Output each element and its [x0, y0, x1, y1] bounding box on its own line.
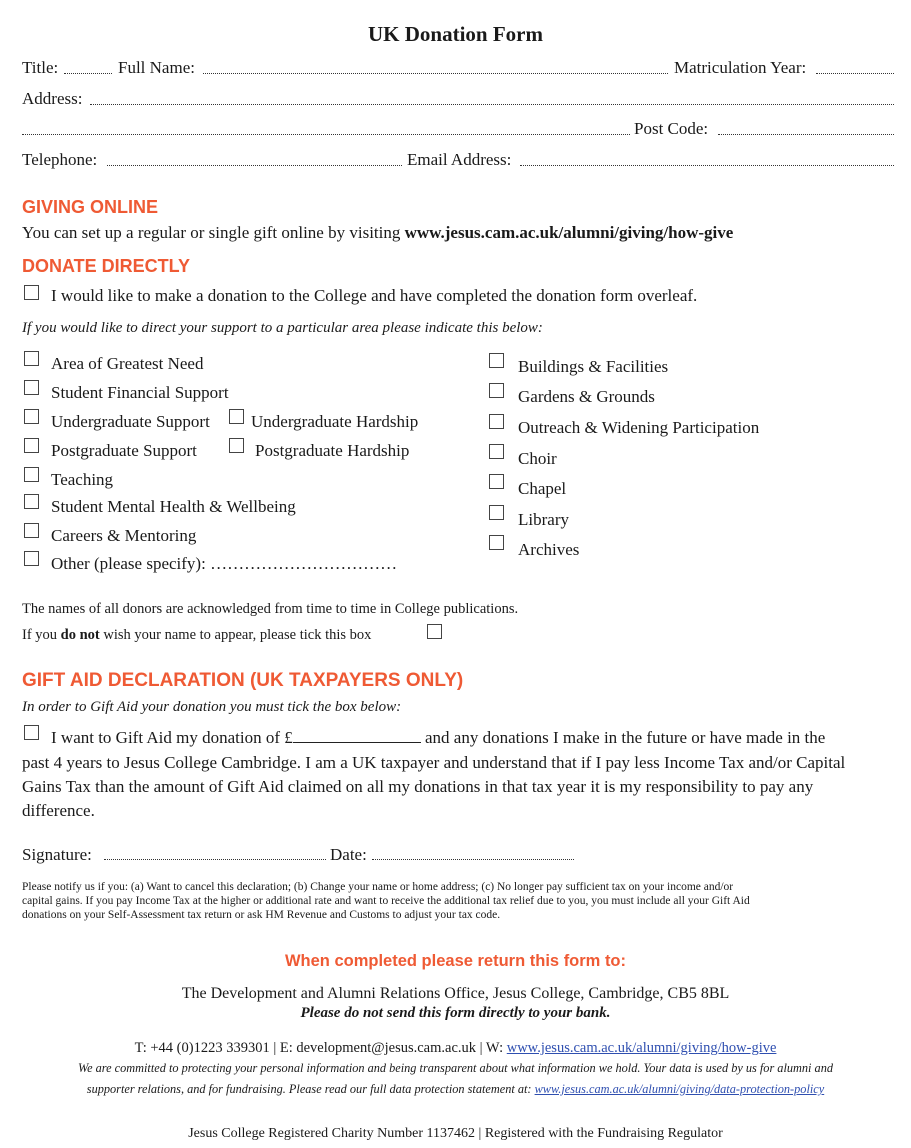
donation-option-label: I would like to make a donation to the College and have completed the donation form overleaf.: [51, 286, 698, 305]
area-checkbox-postgraduate-support[interactable]: [24, 438, 39, 453]
direct-support-note: If you would like to direct your support to a particular area please indicate this below:: [22, 320, 543, 336]
area-checkbox-teaching[interactable]: [24, 467, 39, 482]
contact-phone: T: +44 (0)1223 339301: [134, 1040, 270, 1056]
donate-directly-heading: DONATE DIRECTLY: [22, 256, 191, 276]
page-title: UK Donation Form: [368, 22, 543, 46]
area-label-undergraduate-support: Undergraduate Support: [51, 412, 210, 431]
address-field-1[interactable]: [90, 104, 894, 105]
area-label-postgraduate-support: Postgraduate Support: [51, 441, 197, 460]
area-checkbox-library[interactable]: [489, 505, 504, 520]
gift-aid-line-1: [51, 728, 825, 748]
contact-email[interactable]: E: development@jesus.cam.ac.uk: [279, 1040, 477, 1056]
area-label-teaching: Teaching: [51, 470, 114, 489]
area-label-chapel: Chapel: [518, 479, 567, 498]
telephone-label: Telephone:: [22, 150, 98, 169]
contact-separator-1: |: [269, 1040, 280, 1056]
area-checkbox-buildings[interactable]: [489, 353, 504, 368]
gift-aid-checkbox[interactable]: [24, 725, 39, 740]
contact-web-label: W:: [485, 1040, 507, 1056]
postcode-label: Post Code:: [634, 119, 709, 138]
gift-aid-line-4: difference.: [22, 801, 95, 820]
gift-aid-line-3: Gains Tax than the amount of Gift Aid claimed on all my donations in that tax year it is my responsibility to pay any: [22, 777, 814, 796]
area-label-buildings: Buildings & Facilities: [518, 357, 669, 376]
privacy-line-2-text: supporter relations, and for fundraising. Please read our full data protection statement at:: [86, 1082, 535, 1096]
area-checkbox-other[interactable]: [24, 551, 39, 566]
area-label-undergraduate-hardship: Undergraduate Hardship: [251, 412, 419, 431]
gift-aid-line-1-post: and any donations I make in the future or have made in the: [420, 728, 826, 747]
area-label-library: Library: [518, 510, 569, 529]
matriculation-label: Matriculation Year:: [674, 58, 807, 77]
email-label: Email Address:: [407, 150, 512, 169]
acknowledgement-text: The names of all donors are acknowledged from time to time in College publications.: [22, 601, 519, 617]
privacy-line-1: We are committed to protecting your personal information and being transparent about what information we hold. Your data is used by us for alumni and: [77, 1061, 833, 1075]
area-checkbox-gardens[interactable]: [489, 383, 504, 398]
notice-line-3: donations on your Self-Assessment tax return or ask HM Revenue and Customs to adjust your tax code.: [22, 909, 501, 921]
date-field[interactable]: [372, 859, 574, 860]
giving-online-url[interactable]: www.jesus.cam.ac.uk/alumni/giving/how-give: [404, 223, 734, 242]
area-checkbox-postgraduate-hardship[interactable]: [229, 438, 244, 453]
giving-online-heading: GIVING ONLINE: [22, 197, 159, 217]
area-label-other: Other (please specify): ……………………………: [51, 554, 398, 573]
gift-aid-line-1-pre: I want to Gift Aid my donation of: [51, 728, 285, 747]
telephone-field[interactable]: [107, 165, 402, 166]
return-address: The Development and Alumni Relations Office, Jesus College, Cambridge, CB5 8BL: [181, 985, 730, 1002]
area-label-mental-health: Student Mental Health & Wellbeing: [51, 497, 296, 516]
return-heading: When completed please return this form to:: [284, 952, 627, 970]
gift-aid-instruction: In order to Gift Aid your donation you must tick the box below:: [22, 699, 402, 715]
optout-pre: If you: [22, 627, 61, 643]
area-label-archives: Archives: [518, 540, 580, 559]
optout-post: wish your name to appear, please tick this box: [99, 627, 372, 643]
gift-aid-line-2: past 4 years to Jesus College Cambridge. I am a UK taxpayer and understand that if I pay less Income Tax and/or Capital: [22, 753, 846, 772]
address-field-2[interactable]: [22, 134, 630, 135]
area-checkbox-student-financial[interactable]: [24, 380, 39, 395]
area-checkbox-outreach[interactable]: [489, 414, 504, 429]
matriculation-field[interactable]: [816, 73, 894, 74]
date-label: Date:: [330, 845, 367, 864]
name-optout-checkbox[interactable]: [427, 624, 442, 639]
area-checkbox-greatest-need[interactable]: [24, 351, 39, 366]
bank-warning: Please do not send this form directly to your bank.: [300, 1005, 611, 1021]
area-label-student-financial: Student Financial Support: [51, 383, 229, 402]
fullname-field[interactable]: [203, 73, 668, 74]
fullname-label: Full Name:: [118, 58, 195, 77]
notice-line-1: Please notify us if you: (a) Want to cancel this declaration; (b) Change your name or home address; (c) No longer pay sufficient tax on your income and/or: [22, 881, 734, 893]
area-label-greatest-need: Area of Greatest Need: [51, 354, 204, 373]
address-label: Address:: [22, 89, 83, 108]
area-checkbox-mental-health[interactable]: [24, 494, 39, 509]
giving-online-text: [22, 223, 733, 243]
area-checkbox-careers[interactable]: [24, 523, 39, 538]
signature-field[interactable]: [104, 859, 326, 860]
title-label: Title:: [22, 58, 59, 77]
title-field[interactable]: [64, 73, 112, 74]
email-field[interactable]: [520, 165, 894, 166]
giving-online-sentence: You can set up a regular or single gift online by visiting: [22, 223, 405, 242]
contact-line: [0, 1040, 911, 1057]
contact-separator-2: |: [476, 1040, 486, 1056]
area-label-choir: Choir: [518, 449, 557, 468]
footer-charity: Jesus College Registered Charity Number 1137462 | Registered with the Fundraising Regulator: [188, 1126, 723, 1141]
privacy-line-2: [0, 1082, 911, 1097]
area-checkbox-undergraduate-support[interactable]: [24, 409, 39, 424]
postcode-field[interactable]: [718, 134, 894, 135]
privacy-policy-link[interactable]: www.jesus.cam.ac.uk/alumni/giving/data-protection-policy: [534, 1082, 825, 1096]
area-label-gardens: Gardens & Grounds: [518, 387, 655, 406]
area-checkbox-undergraduate-hardship[interactable]: [229, 409, 244, 424]
currency-symbol: £: [284, 728, 293, 747]
area-label-outreach: Outreach & Widening Participation: [518, 418, 760, 437]
donation-checkbox[interactable]: [24, 285, 39, 300]
donation-amount-field[interactable]: [293, 728, 421, 743]
area-checkbox-choir[interactable]: [489, 444, 504, 459]
area-label-postgraduate-hardship: Postgraduate Hardship: [255, 441, 410, 460]
notice-line-2: capital gains. If you pay Income Tax at the higher or additional rate and want to receive the additional tax relief due to you, you must include all your Gift Aid: [22, 895, 750, 907]
signature-label: Signature:: [22, 845, 92, 864]
contact-web-link[interactable]: www.jesus.cam.ac.uk/alumni/giving/how-give: [506, 1040, 777, 1056]
gift-aid-heading: GIFT AID DECLARATION (UK TAXPAYERS ONLY): [22, 670, 464, 691]
area-checkbox-archives[interactable]: [489, 535, 504, 550]
acknowledgement-optout: [22, 627, 371, 644]
optout-bold: do not: [60, 627, 100, 643]
area-checkbox-chapel[interactable]: [489, 474, 504, 489]
area-label-careers: Careers & Mentoring: [51, 526, 197, 545]
